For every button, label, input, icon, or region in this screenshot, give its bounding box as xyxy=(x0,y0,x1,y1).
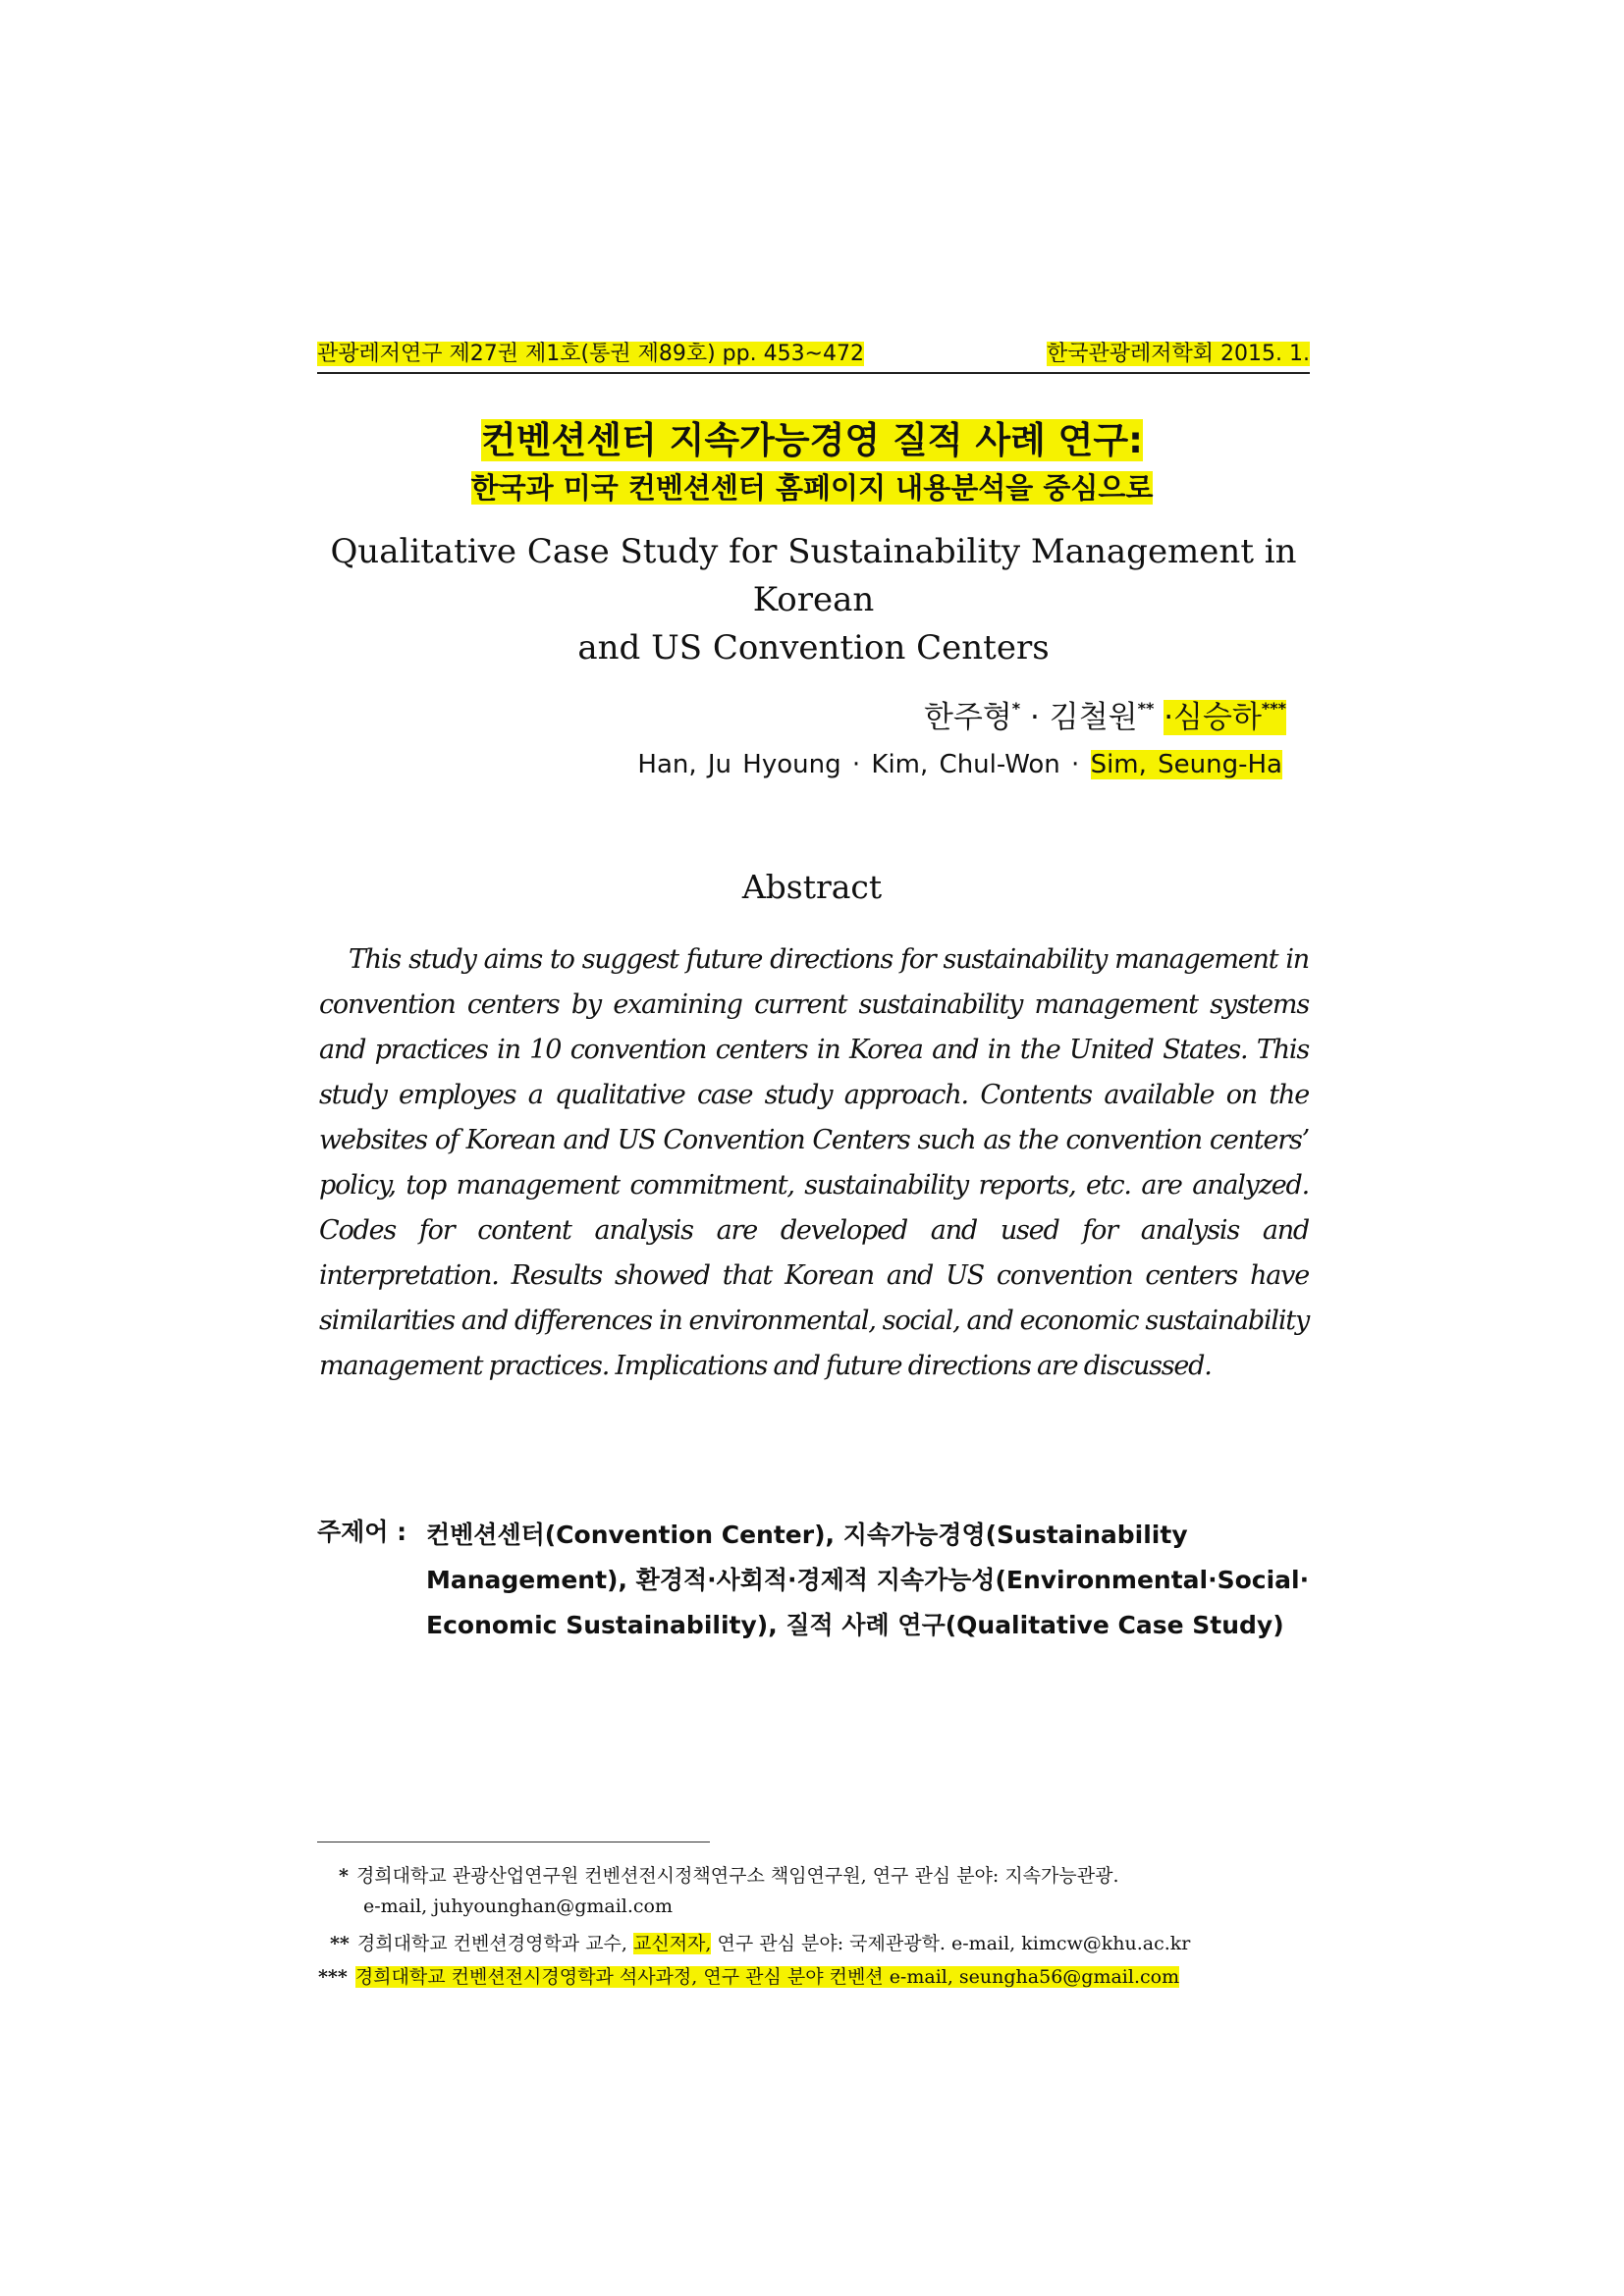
author-3-en: Sim, Seung-Ha xyxy=(1090,750,1282,779)
english-title-line1: Qualitative Case Study for Sustainability Management in Korean xyxy=(330,532,1297,619)
author-3-mark: *** xyxy=(1261,699,1286,718)
abstract-heading: Abstract xyxy=(741,868,883,906)
korean-title: 컨벤션센터 지속가능경영 질적 사례 연구: xyxy=(481,419,1143,461)
author-1-ko: 한주형 xyxy=(923,700,1012,735)
english-title-line2: and US Convention Centers xyxy=(577,628,1050,667)
abstract-body: This study aims to suggest future directions for sustainability management in convention centers by examining current sustainability management systems and practices in 10 convention centers in Korea and in the United States. This study employes a qualitative case study approach. Contents available on the websites of Korean and US Convention Centers such as the convention centers’ policy, top management commitment, sustainability reports, etc. are analyzed. Codes for content analysis are developed and used for analysis and interpretation. Results showed that Korean and US convention centers have similarities and differences in environmental, social, and economic sustainability management practices. Implications and future directions are discussed. xyxy=(319,944,1309,1381)
author-1-mark: * xyxy=(1011,699,1021,718)
footnote-1 xyxy=(339,1861,1119,1888)
author-2-en: Kim, Chul-Won xyxy=(871,750,1060,779)
author-separator: · xyxy=(851,750,861,779)
header-rule xyxy=(317,372,1310,374)
footnote-3-mark: *** xyxy=(318,1966,348,1988)
author-2-mark: ** xyxy=(1137,699,1155,718)
corresponding-author-label: 교신저자, xyxy=(633,1933,712,1954)
author-separator: · xyxy=(1071,750,1080,779)
footnote-2-rest: 연구 관심 분야: 국제관광학. e-mail, kimcw@khu.ac.kr xyxy=(717,1933,1191,1954)
author-2-ko: 김철원 xyxy=(1049,700,1138,735)
author-1-en: Han, Ju Hyoung xyxy=(637,750,841,779)
keywords-line: Economic Sustainability), 질적 사례 연구(Qualitative Case Study) xyxy=(426,1611,1284,1639)
journal-citation: 관광레저연구 제27권 제1호(통권 제89호) pp. 453~472 xyxy=(317,342,864,366)
korean-subtitle: 한국과 미국 컨벤션센터 홈페이지 내용분석을 중심으로 xyxy=(470,471,1154,505)
keywords-list xyxy=(426,1513,1320,1648)
footnote-1-mark: * xyxy=(339,1865,349,1887)
footnote-3 xyxy=(318,1962,1179,1989)
keywords-line: Management), 환경적·사회적·경제적 지속가능성(Environmental·Social· xyxy=(426,1566,1310,1594)
society-date: 한국관광레저학회 2015. 1. xyxy=(1047,342,1310,366)
authors-english xyxy=(637,750,1282,779)
footnote-1-text: 경희대학교 관광산업연구원 컨벤션전시정책연구소 책임연구원, 연구 관심 분야: 지속가능관광. xyxy=(355,1865,1119,1887)
author-separator: · xyxy=(1030,700,1040,735)
authors-korean xyxy=(924,692,1286,736)
footnote-1-email: e-mail, juhyounghan@gmail.com xyxy=(363,1896,674,1917)
keywords-label: 주제어 : xyxy=(317,1518,407,1546)
footnote-2-text: 경희대학교 컨벤션경영학과 교수, xyxy=(356,1933,627,1954)
author-separator: · xyxy=(1164,700,1174,735)
english-title xyxy=(317,528,1310,672)
footnote-2-mark: ** xyxy=(330,1933,350,1954)
keywords-line: 컨벤션센터(Convention Center), 지속가능경영(Sustainability xyxy=(426,1521,1188,1549)
footnote-2 xyxy=(330,1929,1190,1955)
footnote-3-text: 경희대학교 컨벤션전시경영학과 석사과정, 연구 관심 분야 컨벤션 e-mail, seungha56@gmail.com xyxy=(354,1966,1180,1988)
author-3-ko: 심승하 xyxy=(1173,700,1262,735)
